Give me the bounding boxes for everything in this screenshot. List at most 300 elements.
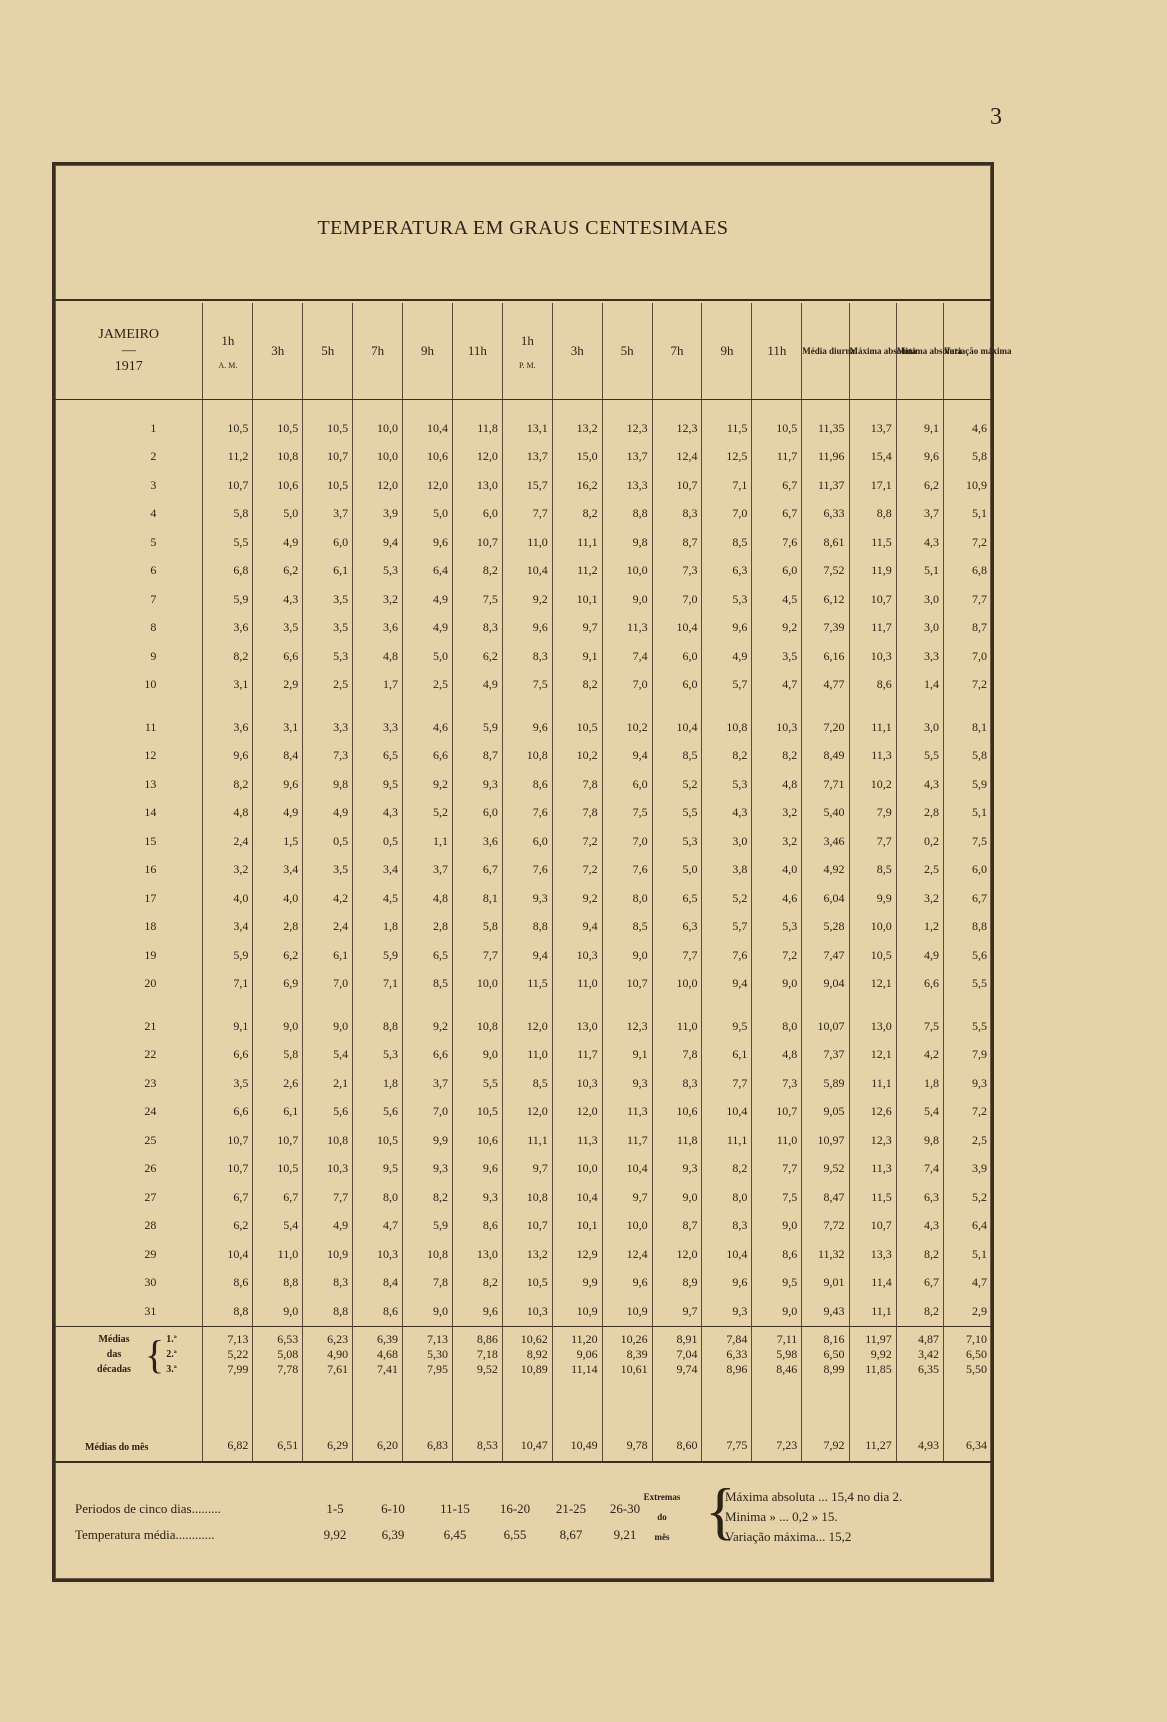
spacer-row: [55, 400, 991, 415]
decade-mean-values: 8,16 6,50 8,99: [802, 1326, 849, 1383]
temperature-value: 3,5: [303, 585, 353, 614]
temperature-value: 3,6: [203, 614, 253, 643]
temperature-value: 5,9: [353, 941, 403, 970]
spacer-cell: [702, 699, 752, 713]
day-number: 25: [144, 1132, 157, 1147]
temperature-value: 5,1: [944, 799, 991, 828]
temperature-value: 7,2: [752, 941, 802, 970]
table-row: [55, 500, 991, 529]
spacer-cell: [896, 699, 943, 713]
temperature-value: 7,5: [752, 1183, 802, 1212]
extreme-min: Minima » ... 0,2 » 15.: [725, 1509, 838, 1524]
table-row: [55, 1269, 991, 1298]
hour-header: 1h P. M.: [502, 303, 552, 400]
temperature-value: 9,01: [802, 1269, 849, 1298]
temperature-value: 3,2: [752, 827, 802, 856]
temperature-value: 5,4: [896, 1098, 943, 1127]
temperature-value: 5,9: [403, 1212, 453, 1241]
temperature-value: 9,0: [752, 1212, 802, 1241]
spacer-cell: [802, 699, 849, 713]
temperature-value: 8,61: [802, 528, 849, 557]
temperature-value: 3,2: [896, 884, 943, 913]
temperature-value: 7,4: [602, 642, 652, 671]
temperature-value: 4,2: [896, 1041, 943, 1070]
day-number: 11: [144, 719, 157, 734]
temperature-value: 7,1: [353, 970, 403, 999]
temperature-value: 7,37: [802, 1041, 849, 1070]
temperature-value: 9,05: [802, 1098, 849, 1127]
temperature-value: 9,6: [452, 1297, 502, 1326]
temperature-value: 8,6: [849, 671, 896, 700]
temperature-value: 6,7: [253, 1183, 303, 1212]
spacer-cell: [652, 699, 702, 713]
temperature-value: 10,5: [253, 414, 303, 443]
temperature-value: 11,35: [802, 414, 849, 443]
temperature-value: 7,2: [552, 856, 602, 885]
temperature-value: 4,9: [452, 671, 502, 700]
temperature-value: 10,5: [502, 1269, 552, 1298]
temperature-value: 6,0: [652, 642, 702, 671]
temperature-value: 9,9: [403, 1126, 453, 1155]
temperature-value: 6,7: [944, 884, 991, 913]
temperature-value: 8,3: [652, 500, 702, 529]
temperature-value: 6,33: [802, 500, 849, 529]
day-number: 19: [144, 947, 157, 962]
spacer-cell: [752, 400, 802, 415]
day-number: 26: [144, 1161, 157, 1176]
temperature-value: 8,2: [452, 557, 502, 586]
temperature-value: 9,1: [552, 642, 602, 671]
spacer-cell: [403, 400, 453, 415]
decade-mean-values: 11,20 9,06 11,14: [552, 1326, 602, 1383]
temperature-value: 17,1: [849, 471, 896, 500]
temperature-value: 10,6: [403, 443, 453, 472]
temperature-value: 6,1: [303, 557, 353, 586]
temperature-value: 10,7: [849, 1212, 896, 1241]
temperature-value: 2,6: [253, 1069, 303, 1098]
temperature-value: 11,8: [652, 1126, 702, 1155]
temperature-value: 10,0: [452, 970, 502, 999]
temperature-value: 10,4: [203, 1240, 253, 1269]
table-row: [55, 770, 991, 799]
spacer-cell: [303, 998, 353, 1012]
temperature-value: 3,9: [944, 1155, 991, 1184]
temperature-value: 4,9: [403, 585, 453, 614]
temperature-value: 10,5: [849, 941, 896, 970]
temperature-value: 5,6: [944, 941, 991, 970]
temperature-value: 2,1: [303, 1069, 353, 1098]
temperature-value: 10,0: [849, 913, 896, 942]
decade-mean-values: 10,26 8,39 10,61: [602, 1326, 652, 1383]
temperature-value: 13,2: [552, 414, 602, 443]
temperature-value: 7,7: [752, 1155, 802, 1184]
hour-header: 3h: [552, 303, 602, 400]
temperature-value: 6,7: [452, 856, 502, 885]
table-row: [55, 471, 991, 500]
hour-header: 9h: [403, 303, 453, 400]
temperature-value: 6,1: [253, 1098, 303, 1127]
temperature-value: 8,4: [253, 742, 303, 771]
temperature-value: 6,5: [353, 742, 403, 771]
temperature-value: 9,6: [702, 1269, 752, 1298]
hour-header: 5h: [602, 303, 652, 400]
temperature-value: 10,7: [652, 471, 702, 500]
temperature-value: 6,0: [303, 528, 353, 557]
temperature-value: 9,6: [702, 614, 752, 643]
temperature-value: 4,9: [253, 528, 303, 557]
pm-label: P. M.: [518, 360, 536, 370]
temperature-value: 6,2: [896, 471, 943, 500]
temperature-value: 10,5: [253, 1155, 303, 1184]
spacer-cell: [702, 998, 752, 1012]
temperature-value: 10,07: [802, 1012, 849, 1041]
temperature-value: 6,0: [502, 827, 552, 856]
spacer-cell: [403, 699, 453, 713]
temperature-value: 10,9: [944, 471, 991, 500]
day-number: 7: [150, 591, 157, 606]
temperature-value: 9,0: [253, 1012, 303, 1041]
temperature-value: 3,0: [896, 713, 943, 742]
temperature-value: 8,7: [652, 1212, 702, 1241]
month-mean-value: 6,20: [353, 1383, 403, 1462]
month-means-label: Médias do mês: [55, 1383, 203, 1462]
temperature-value: 9,5: [752, 1269, 802, 1298]
temperature-value: 6,7: [203, 1183, 253, 1212]
day-number: 13: [144, 776, 157, 791]
temperature-value: 15,4: [849, 443, 896, 472]
temperature-value: 7,0: [303, 970, 353, 999]
temperature-value: 10,5: [303, 471, 353, 500]
temperature-value: 8,6: [452, 1212, 502, 1241]
temperature-value: 9,5: [353, 770, 403, 799]
temperature-value: 3,6: [452, 827, 502, 856]
table-row: [55, 884, 991, 913]
decade-mean-values: 6,23 4,90 7,61: [303, 1326, 353, 1383]
title-rule: [55, 299, 991, 301]
temperature-value: 4,0: [752, 856, 802, 885]
spacer-cell: [253, 699, 303, 713]
temperature-value: 5,6: [303, 1098, 353, 1127]
spacer-cell: [203, 699, 253, 713]
spacer-cell: [702, 400, 752, 415]
extremes-label: Extremas do mês: [643, 1492, 681, 1542]
spacer-cell: [253, 400, 303, 415]
temperature-value: 4,9: [702, 642, 752, 671]
temperature-value: 11,32: [802, 1240, 849, 1269]
temperature-value: 8,8: [203, 1297, 253, 1326]
temperature-value: 10,1: [552, 1212, 602, 1241]
temperature-value: 7,6: [502, 799, 552, 828]
temperature-value: 5,1: [944, 1240, 991, 1269]
temperature-value: 0,5: [303, 827, 353, 856]
temperature-value: 10,6: [253, 471, 303, 500]
spacer-cell: [752, 699, 802, 713]
temperature-value: 5,9: [452, 713, 502, 742]
temperature-value: 6,7: [752, 471, 802, 500]
temperature-value: 11,1: [849, 1069, 896, 1098]
temperature-value: 3,7: [403, 1069, 453, 1098]
table-row: [55, 557, 991, 586]
temperature-value: 10,4: [552, 1183, 602, 1212]
temperature-value: 6,6: [896, 970, 943, 999]
temperature-value: 2,9: [253, 671, 303, 700]
temperature-value: 12,4: [652, 443, 702, 472]
month-mean-value: 6,34: [944, 1383, 991, 1462]
spacer-cell: [896, 998, 943, 1012]
table-title: TEMPERATURA EM GRAUS CENTESIMAES: [317, 217, 729, 239]
temperature-value: 13,0: [849, 1012, 896, 1041]
day-number: 17: [144, 890, 157, 905]
temperature-value: 8,7: [452, 742, 502, 771]
temperature-value: 5,3: [353, 1041, 403, 1070]
temperature-value: 7,5: [452, 585, 502, 614]
temperature-value: 11,2: [203, 443, 253, 472]
day-number: 2: [150, 449, 157, 464]
year-label: 1917: [114, 359, 143, 374]
decade-means-row: [55, 1326, 991, 1383]
day-number: 15: [144, 833, 157, 848]
temperature-value: 4,8: [752, 770, 802, 799]
temperature-value: 5,8: [253, 1041, 303, 1070]
spacer-cell: [602, 400, 652, 415]
temperature-value: 8,3: [452, 614, 502, 643]
temperature-value: 8,8: [353, 1012, 403, 1041]
temperature-value: 5,89: [802, 1069, 849, 1098]
decade-mean-values: 7,11 5,98 8,46: [752, 1326, 802, 1383]
period-value: 11-15: [440, 1501, 470, 1516]
temperature-value: 10,0: [353, 414, 403, 443]
month-mean-value: 7,23: [752, 1383, 802, 1462]
temperature-value: 10,7: [253, 1126, 303, 1155]
temperature-value: 6,2: [253, 941, 303, 970]
temperature-value: 8,0: [752, 1012, 802, 1041]
temperature-value: 7,47: [802, 941, 849, 970]
temperature-value: 7,9: [849, 799, 896, 828]
temperature-value: 11,8: [452, 414, 502, 443]
temperature-value: 7,5: [602, 799, 652, 828]
temperature-value: 11,7: [602, 1126, 652, 1155]
temperature-value: 3,6: [353, 614, 403, 643]
period-value: 1-5: [326, 1501, 344, 1516]
month-means-row: [55, 1383, 991, 1462]
temp-mean-value: 9,21: [613, 1527, 637, 1542]
temperature-value: 10,97: [802, 1126, 849, 1155]
temperature-value: 10,2: [602, 713, 652, 742]
month-mean-value: 4,93: [896, 1383, 943, 1462]
temperature-value: 7,72: [802, 1212, 849, 1241]
temperature-table-frame: [52, 162, 1012, 1582]
temperature-value: 9,6: [602, 1269, 652, 1298]
temperature-value: 12,3: [652, 414, 702, 443]
temperature-value: 3,4: [353, 856, 403, 885]
temperature-value: 11,4: [849, 1269, 896, 1298]
temperature-value: 13,7: [502, 443, 552, 472]
temperature-value: 4,6: [403, 713, 453, 742]
temperature-value: 10,5: [552, 713, 602, 742]
temperature-value: 10,3: [353, 1240, 403, 1269]
temperature-value: 11,0: [752, 1126, 802, 1155]
stat-header-media: Média diurna: [802, 303, 849, 400]
stat-header-maxima: Máxima absoluta: [849, 303, 896, 400]
month-mean-value: 9,78: [602, 1383, 652, 1462]
day-number: 10: [144, 677, 157, 692]
decade-means-label: [55, 1326, 203, 1383]
temperature-value: 9,0: [652, 1183, 702, 1212]
spacer-cell: [55, 998, 203, 1012]
temperature-value: 4,8: [203, 799, 253, 828]
temperature-value: 8,5: [602, 913, 652, 942]
temperature-value: 11,3: [849, 1155, 896, 1184]
temperature-value: 7,71: [802, 770, 849, 799]
temperature-value: 7,0: [602, 671, 652, 700]
temperature-value: 10,7: [203, 471, 253, 500]
temperature-value: 8,2: [896, 1240, 943, 1269]
temperature-value: 10,3: [303, 1155, 353, 1184]
spacer-cell: [802, 400, 849, 415]
temperature-value: 6,4: [944, 1212, 991, 1241]
month-year-header: [55, 303, 203, 400]
day-number: 12: [144, 748, 157, 763]
day-number: 4: [150, 506, 157, 521]
temperature-value: 8,3: [652, 1069, 702, 1098]
temperature-value: 5,40: [802, 799, 849, 828]
temperature-value: 5,3: [702, 770, 752, 799]
temperature-value: 11,5: [849, 1183, 896, 1212]
temperature-value: 8,1: [944, 713, 991, 742]
temperature-value: 9,1: [602, 1041, 652, 1070]
temp-mean-value: 6,39: [381, 1527, 405, 1542]
temperature-value: 10,4: [702, 1240, 752, 1269]
temperature-value: 9,4: [552, 913, 602, 942]
temperature-value: 10,7: [452, 528, 502, 557]
temperature-value: 3,7: [403, 856, 453, 885]
temperature-value: 3,4: [253, 856, 303, 885]
temperature-value: 9,3: [602, 1069, 652, 1098]
temperature-value: 11,5: [702, 414, 752, 443]
extremes-brace: {: [705, 1475, 736, 1546]
temperature-value: 10,7: [602, 970, 652, 999]
temperature-value: 16,2: [552, 471, 602, 500]
temperature-value: 9,4: [353, 528, 403, 557]
decade-mean-values: 7,13 5,22 7,99: [203, 1326, 253, 1383]
temperature-value: 5,9: [944, 770, 991, 799]
hour-header: 3h: [253, 303, 303, 400]
temperature-value: 9,1: [896, 414, 943, 443]
temperature-value: 10,2: [849, 770, 896, 799]
spacer-cell: [849, 998, 896, 1012]
temperature-table: [55, 303, 1012, 1463]
temperature-value: 10,5: [353, 1126, 403, 1155]
table-row: [55, 1126, 991, 1155]
temperature-value: 6,1: [702, 1041, 752, 1070]
hour-header: 5h: [303, 303, 353, 400]
temperature-value: 1,4: [896, 671, 943, 700]
temperature-value: 7,2: [944, 671, 991, 700]
temperature-value: 10,5: [203, 414, 253, 443]
temperature-value: 8,7: [652, 528, 702, 557]
extreme-max: Máxima absoluta ... 15,4 no dia 2.: [725, 1489, 903, 1504]
table-row: [55, 742, 991, 771]
temperature-value: 2,4: [303, 913, 353, 942]
header-row: [55, 303, 991, 400]
temperature-value: 3,5: [303, 614, 353, 643]
temperature-value: 9,8: [303, 770, 353, 799]
temperature-value: 8,2: [203, 770, 253, 799]
temperature-value: 9,6: [253, 770, 303, 799]
table-row: [55, 1297, 991, 1326]
temperature-value: 8,3: [702, 1212, 752, 1241]
temperature-value: 7,4: [896, 1155, 943, 1184]
temperature-value: 5,5: [944, 1012, 991, 1041]
day-number: 24: [144, 1104, 157, 1119]
temperature-value: 6,1: [303, 941, 353, 970]
temperature-value: 5,7: [702, 671, 752, 700]
temperature-value: 6,16: [802, 642, 849, 671]
temperature-value: 11,0: [552, 970, 602, 999]
temperature-value: 13,7: [849, 414, 896, 443]
temperature-value: 10,5: [752, 414, 802, 443]
table-row: [55, 414, 991, 443]
temperature-value: 1,8: [353, 1069, 403, 1098]
temperature-value: 8,7: [944, 614, 991, 643]
am-label: A. M.: [218, 360, 238, 370]
temp-mean-value: 6,45: [443, 1527, 467, 1542]
temperature-value: 10,4: [602, 1155, 652, 1184]
temperature-value: 5,5: [452, 1069, 502, 1098]
temperature-value: 6,2: [253, 557, 303, 586]
temperature-value: 3,2: [752, 799, 802, 828]
day-number: 16: [144, 862, 157, 877]
spacer-cell: [353, 699, 403, 713]
temperature-value: 1,7: [353, 671, 403, 700]
temperature-value: 7,3: [652, 557, 702, 586]
temperature-value: 10,8: [502, 1183, 552, 1212]
temperature-value: 8,2: [452, 1269, 502, 1298]
temperature-value: 10,7: [203, 1155, 253, 1184]
temperature-value: 11,0: [652, 1012, 702, 1041]
temperature-value: 10,8: [452, 1012, 502, 1041]
temperature-value: 6,7: [752, 500, 802, 529]
temperature-value: 11,1: [502, 1126, 552, 1155]
temperature-value: 6,0: [452, 500, 502, 529]
temperature-value: 8,8: [303, 1297, 353, 1326]
temperature-value: 6,12: [802, 585, 849, 614]
temperature-value: 10,8: [702, 713, 752, 742]
temperature-value: 6,6: [253, 642, 303, 671]
temperature-value: 9,0: [602, 585, 652, 614]
month-mean-value: 10,47: [502, 1383, 552, 1462]
temperature-value: 11,3: [849, 742, 896, 771]
spacer-cell: [353, 998, 403, 1012]
temperature-value: 11,96: [802, 443, 849, 472]
temperature-value: 10,4: [403, 414, 453, 443]
temperature-value: 9,6: [403, 528, 453, 557]
temperature-value: 5,5: [652, 799, 702, 828]
table-row: [55, 1240, 991, 1269]
temperature-value: 8,5: [652, 742, 702, 771]
temperature-value: 9,6: [452, 1155, 502, 1184]
period-value: 6-10: [381, 1501, 405, 1516]
temperature-value: 9,4: [602, 742, 652, 771]
temperature-value: 6,4: [403, 557, 453, 586]
temperature-value: 9,2: [403, 1012, 453, 1041]
month-mean-value: 8,60: [652, 1383, 702, 1462]
temperature-value: 6,6: [203, 1041, 253, 1070]
temperature-value: 9,0: [452, 1041, 502, 1070]
temperature-value: 8,2: [203, 642, 253, 671]
temperature-value: 1,2: [896, 913, 943, 942]
temperature-value: 2,8: [896, 799, 943, 828]
